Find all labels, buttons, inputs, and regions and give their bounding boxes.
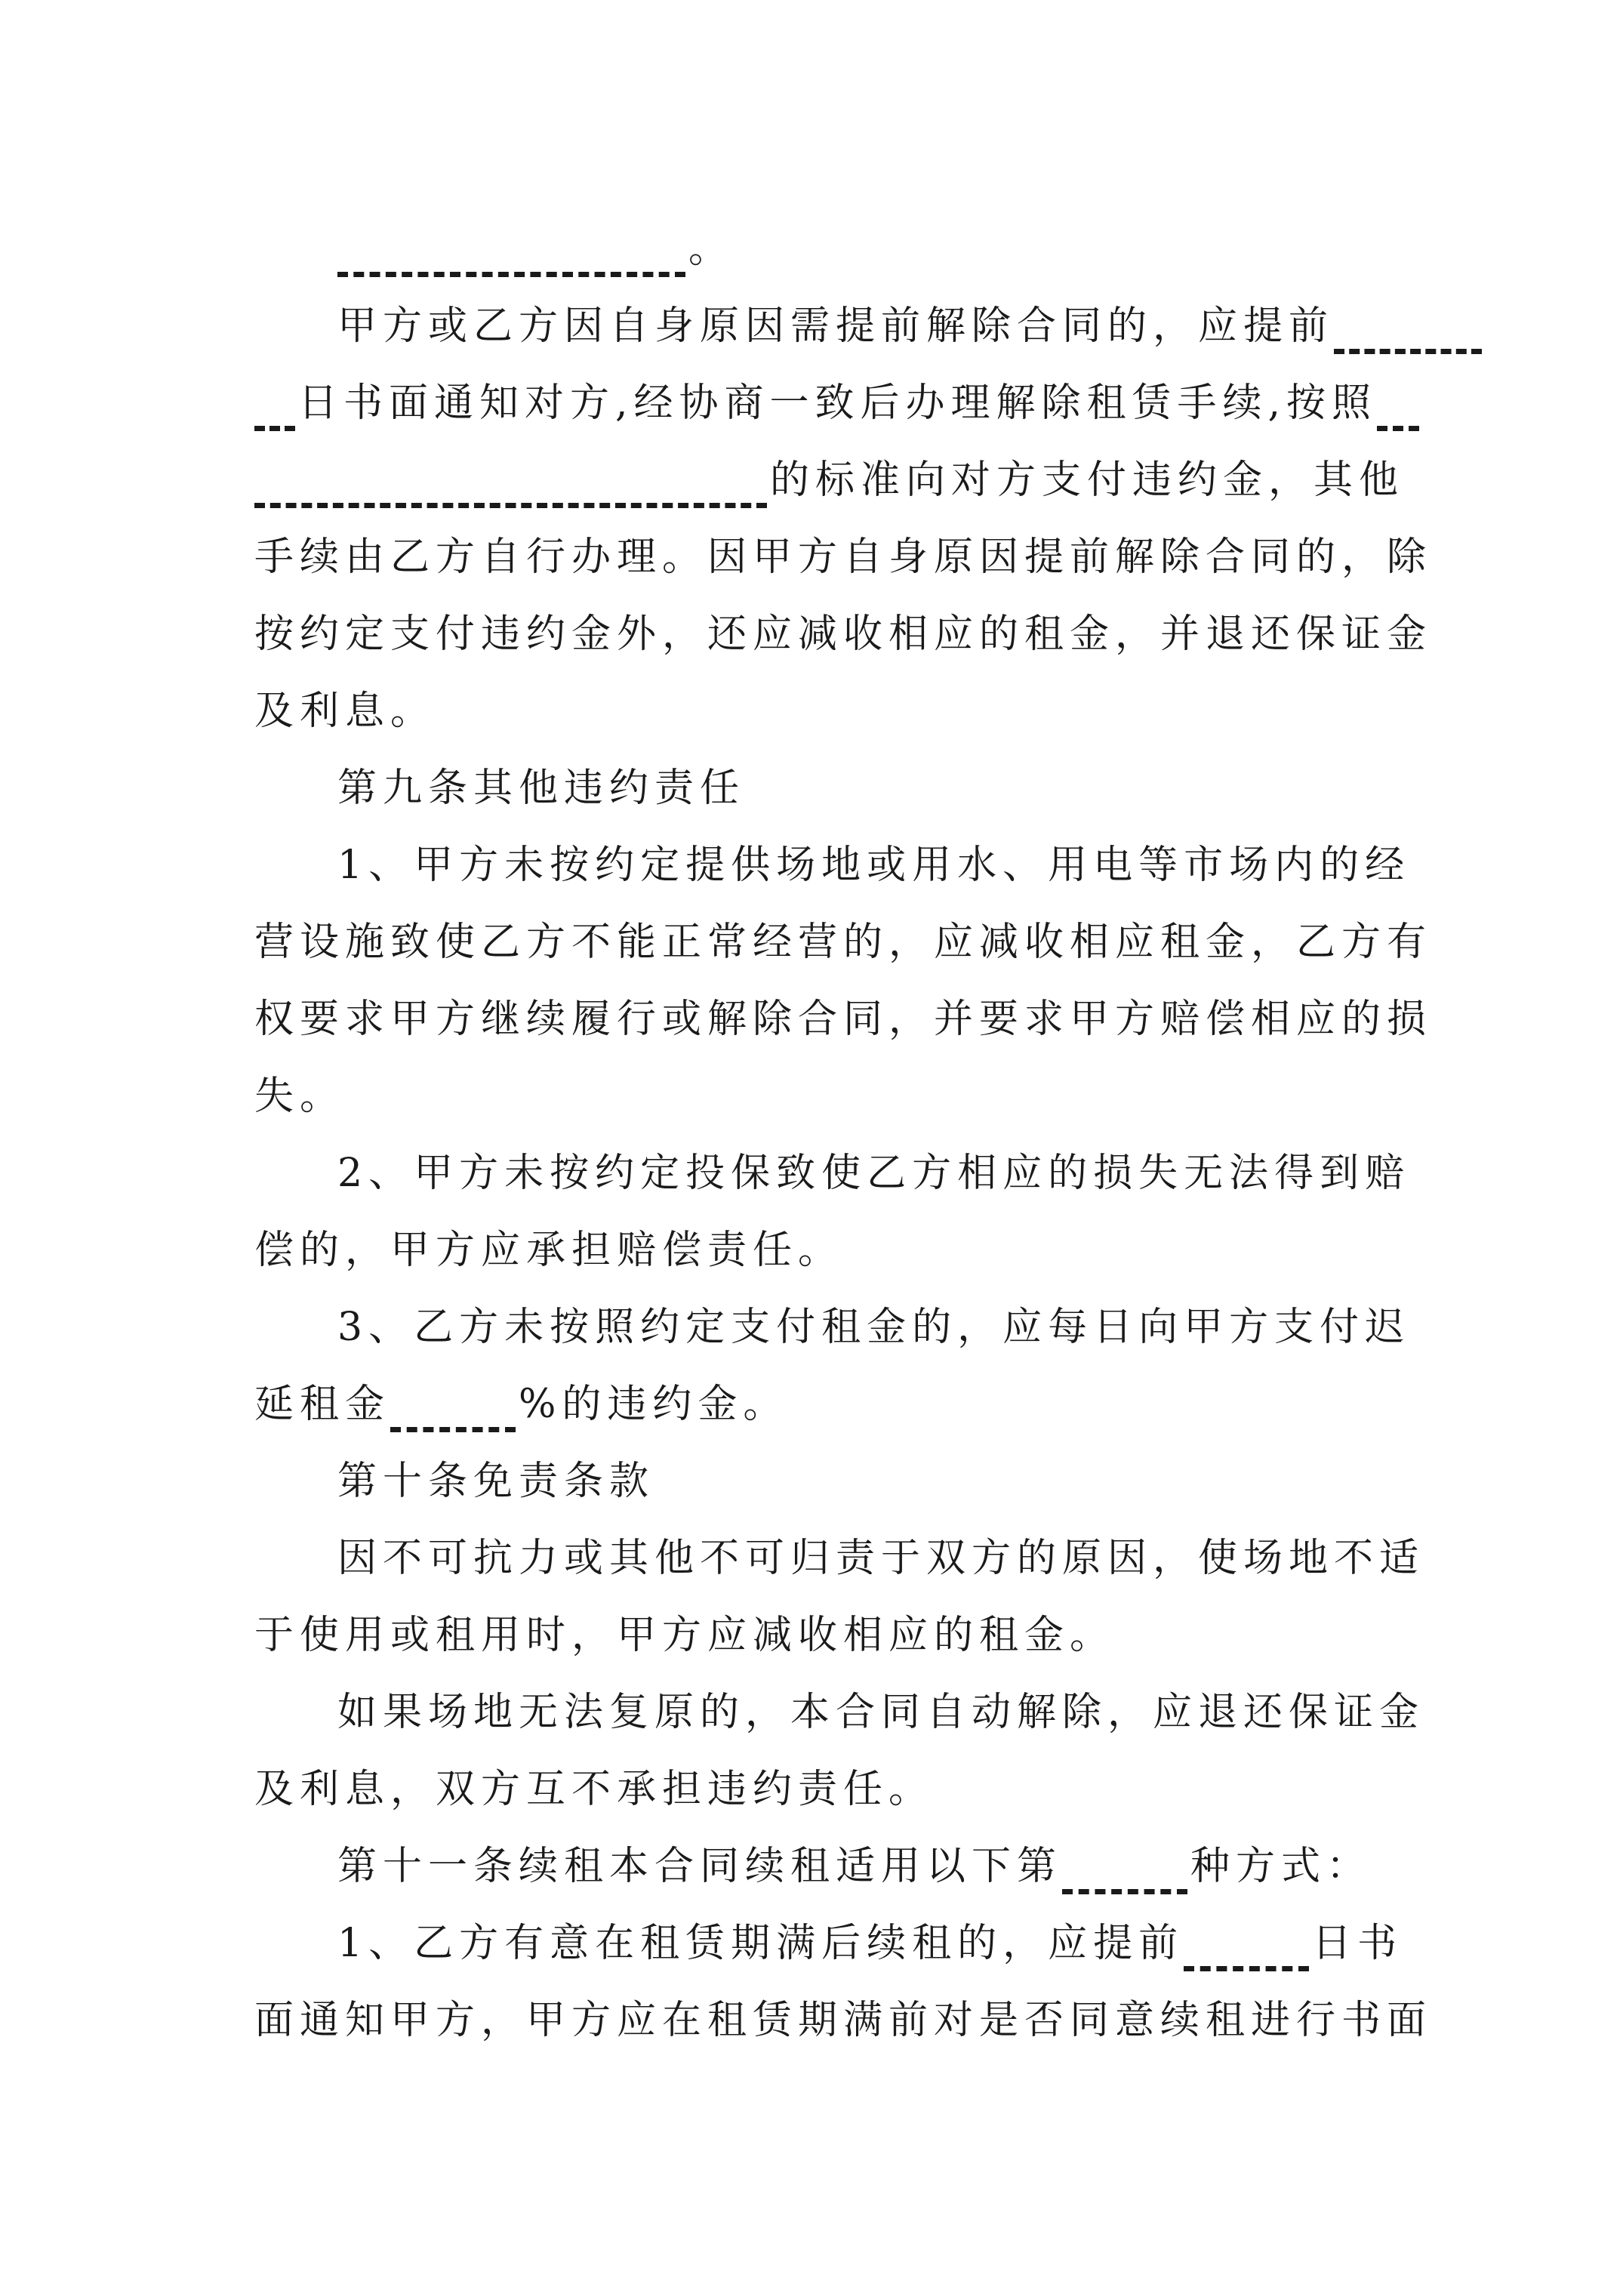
- line-text: 。: [688, 227, 735, 272]
- doc-line-19: [254, 1598, 1379, 1673]
- line-text: 营设施致使乙方不能正常经营的，应减收相应租金，乙方有: [254, 920, 1433, 965]
- line-text: 权要求甲方继续履行或解除合同，并要求甲方赔偿相应的损: [254, 997, 1433, 1042]
- line-text: 如果场地无法复原的，本合同自动解除，应退还保证金: [337, 1690, 1425, 1735]
- line-text: 第十一条续租本合同续租适用以下第: [337, 1844, 1063, 1889]
- line-text: 偿的，甲方应承担赔偿责任。: [254, 1228, 844, 1273]
- doc-line-13: [337, 1136, 1462, 1211]
- line-text: 于使用或租用时，甲方应减收相应的租金。: [254, 1613, 1116, 1658]
- section-heading: [337, 1444, 1462, 1519]
- doc-line-5: [254, 519, 1433, 595]
- line-text: 第九条其他违约责任: [337, 766, 746, 811]
- line-text: 1、甲方未按约定提供场地或用水、用电等市场内的经: [337, 843, 1411, 888]
- line-text: 按约定支付违约金外，还应减收相应的租金，并退还保证金: [254, 612, 1433, 657]
- doc-line-4: [254, 442, 1405, 518]
- fill-in-blank: [1377, 365, 1422, 441]
- doc-line-3: [254, 365, 1379, 441]
- fill-in-blank: [390, 1367, 519, 1442]
- line-text: 1、乙方有意在租赁期满后续租的，应提前: [337, 1921, 1184, 1966]
- line-text: 手续由乙方自行办理。因甲方自身原因提前解除合同的，除: [254, 535, 1433, 580]
- doc-line-9: [337, 827, 1462, 903]
- fill-in-blank: [337, 211, 688, 287]
- fill-in-blank: [254, 365, 298, 441]
- doc-line-21: [254, 1752, 1379, 1827]
- section-heading: [337, 750, 1462, 826]
- doc-line-16: [254, 1367, 1379, 1442]
- doc-line-11: [254, 982, 1433, 1057]
- doc-line-20: [337, 1675, 1462, 1750]
- fill-in-blank: [1334, 288, 1485, 364]
- line-text: 3、乙方未按照约定支付租金的，应每日向甲方支付迟: [337, 1305, 1411, 1350]
- doc-line-7: [254, 673, 1379, 749]
- doc-line-6: [254, 596, 1433, 672]
- line-text: %的违约金。: [519, 1382, 789, 1427]
- doc-line-12: [254, 1059, 1379, 1134]
- doc-line-24: [254, 1983, 1433, 2058]
- line-text: 2、甲方未按约定投保致使乙方相应的损失无法得到赔: [337, 1151, 1411, 1196]
- doc-line-23: [337, 1906, 1462, 1981]
- line-text: 的标准向对方支付违约金，其他: [770, 458, 1405, 503]
- doc-line-2: [337, 288, 1462, 364]
- doc-line-14: [254, 1213, 1379, 1288]
- doc-line-10: [254, 905, 1433, 980]
- line-text: 日书: [1312, 1921, 1403, 1966]
- line-text: 甲方或乙方因自身原因需提前解除合同的，应提前: [337, 304, 1335, 349]
- doc-line-18: [337, 1521, 1462, 1596]
- line-text: 种方式：: [1190, 1844, 1372, 1889]
- fill-in-blank: [254, 442, 770, 518]
- fill-in-blank: [1184, 1906, 1312, 1981]
- line-text: 延租金: [254, 1382, 391, 1427]
- line-text: 及利息。: [254, 689, 436, 734]
- fill-in-blank: [1062, 1829, 1190, 1904]
- doc-line-15: [337, 1290, 1462, 1365]
- line-text: 因不可抗力或其他不可归责于双方的原因，使场地不适: [337, 1536, 1425, 1581]
- line-text: 日书面通知对方,经协商一致后办理解除租赁手续,按照: [298, 381, 1378, 426]
- line-text: 失。: [254, 1074, 346, 1119]
- line-text: 及利息，双方互不承担违约责任。: [254, 1767, 935, 1812]
- line-text: 面通知甲方，甲方应在租赁期满前对是否同意续租进行书面: [254, 1998, 1433, 2043]
- doc-line-1: [337, 211, 1462, 287]
- doc-line-22: [337, 1829, 1462, 1904]
- line-text: 第十条免责条款: [337, 1459, 655, 1504]
